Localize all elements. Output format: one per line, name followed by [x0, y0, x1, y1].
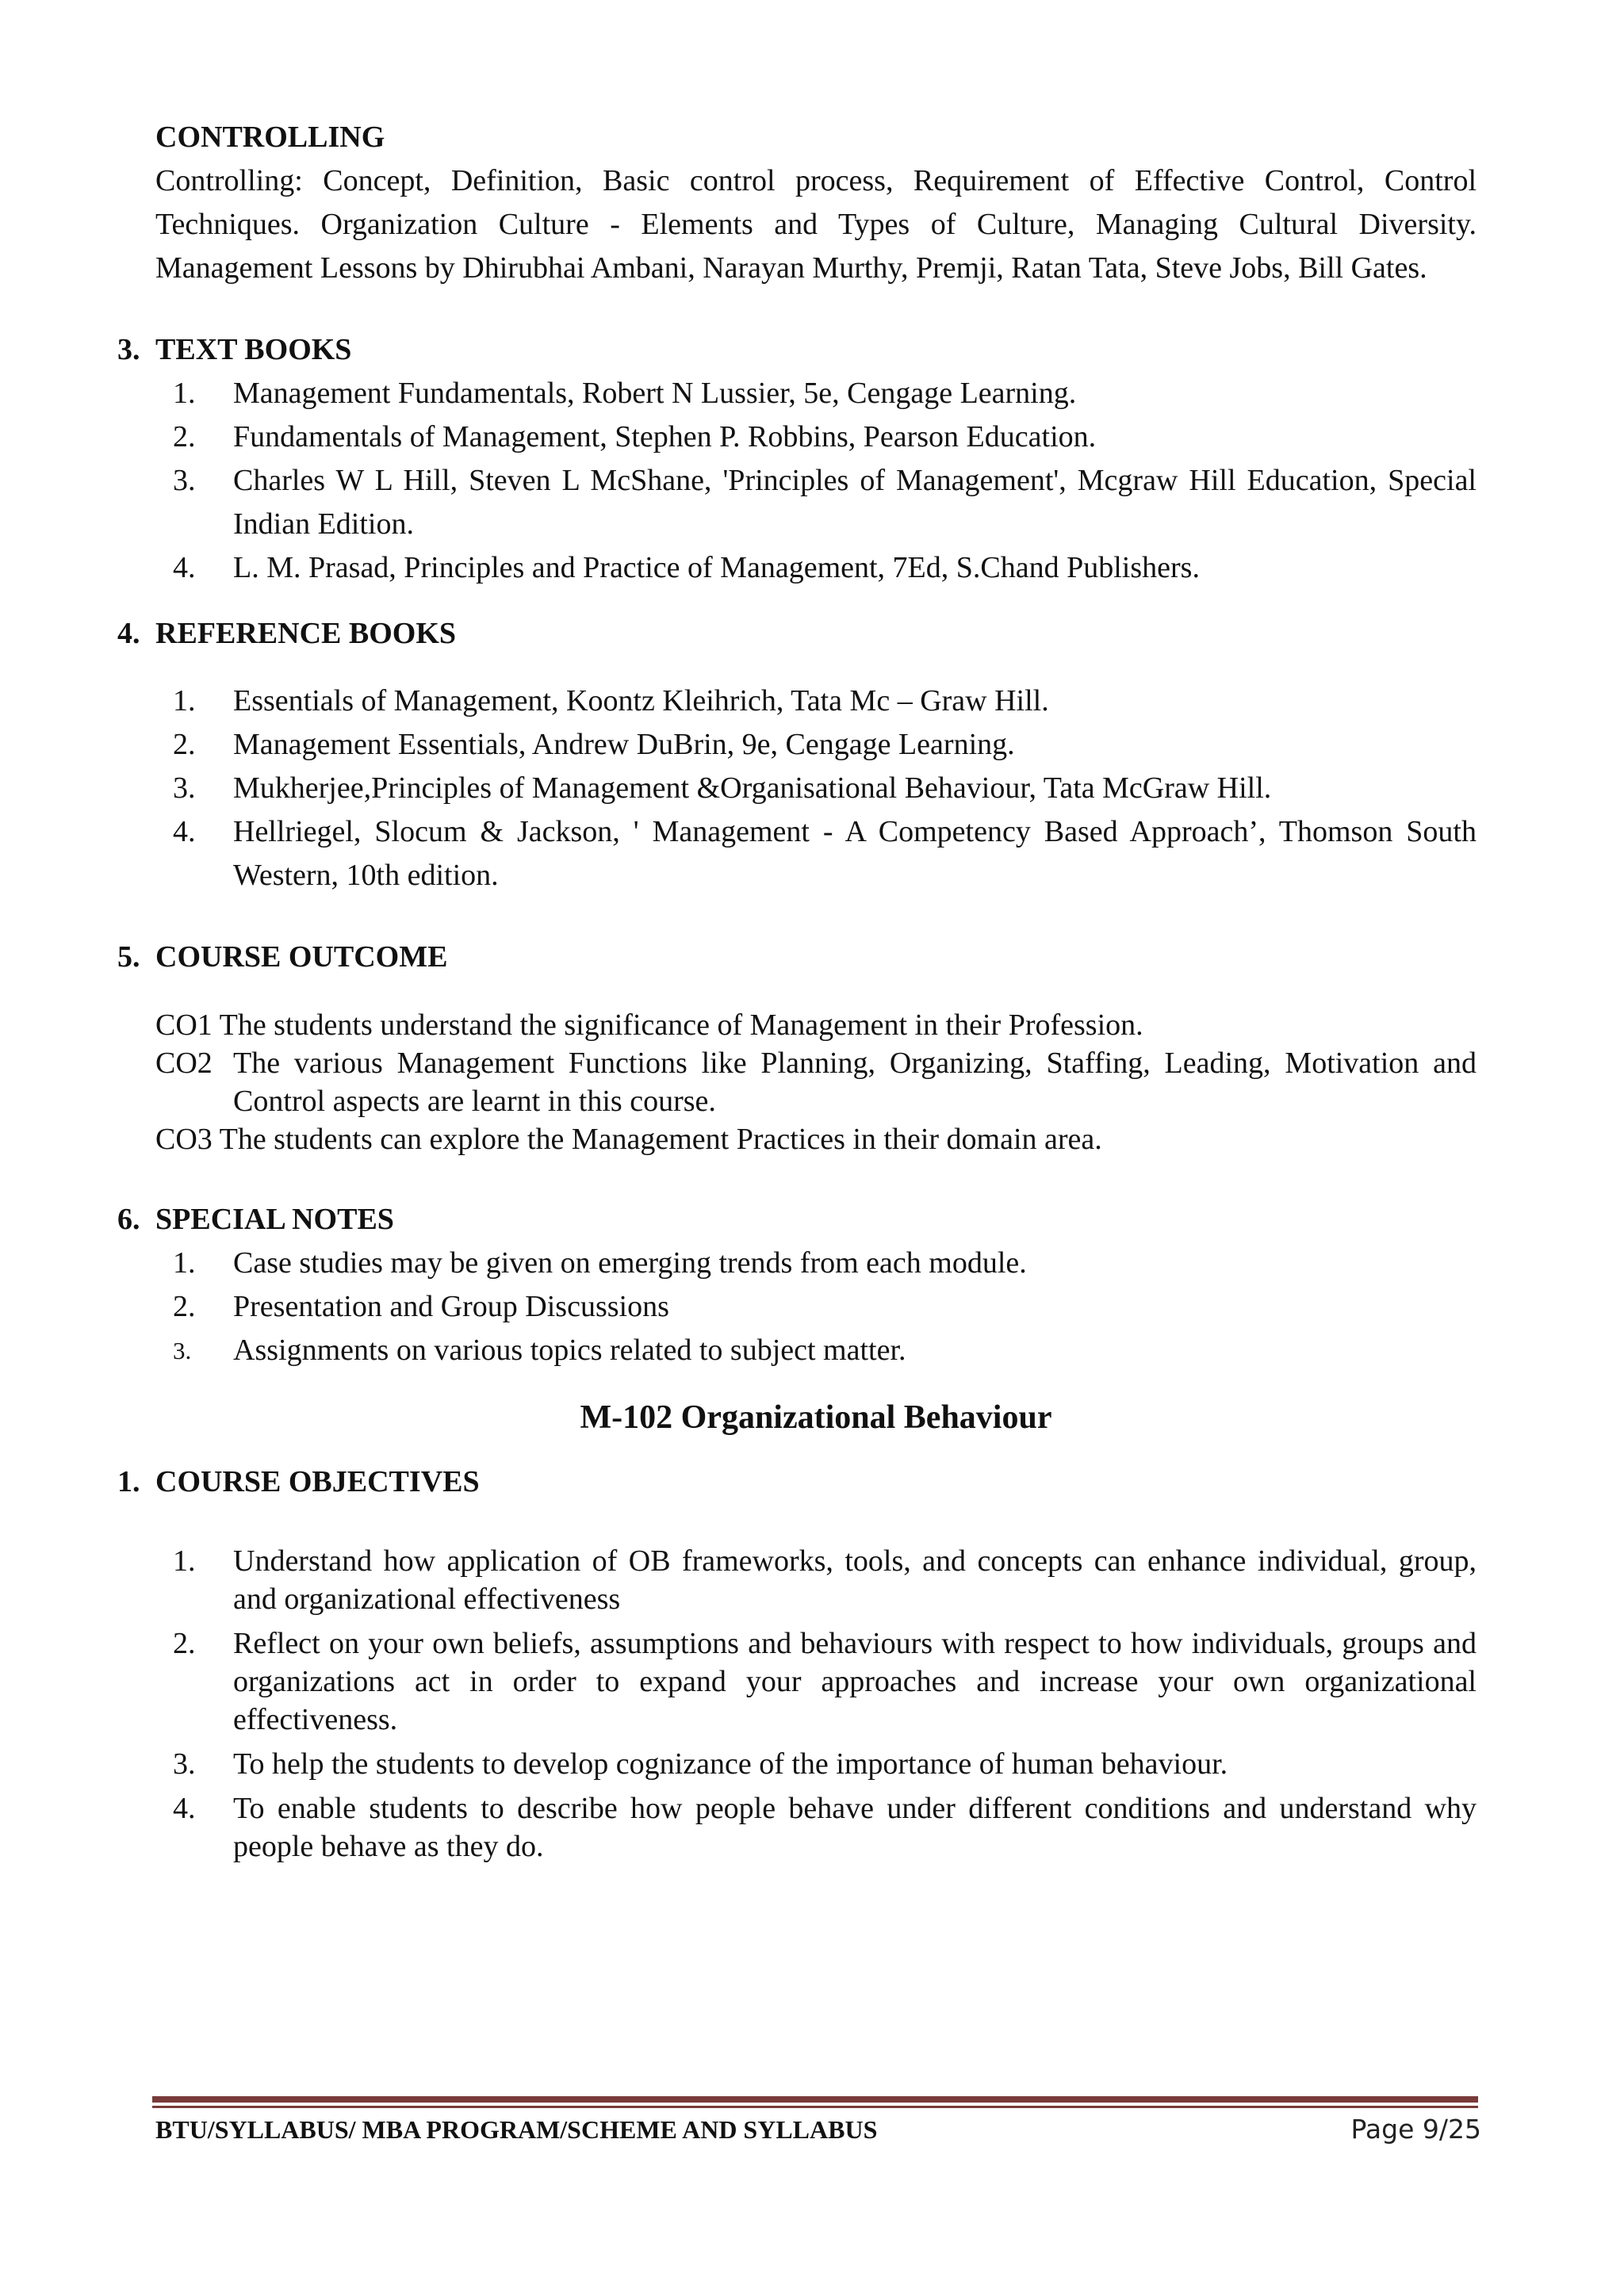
section-title: REFERENCE BOOKS [155, 617, 457, 650]
list-item: 4. L. M. Prasad, Principles and Practice of Management, 7Ed, S.Chand Publishers. [173, 551, 1200, 584]
list-item: 1. Essentials of Management, Koontz Kleihrich, Tata Mc – Graw Hill. [173, 684, 1049, 718]
list-item: 2. Fundamentals of Management, Stephen P. Robbins, Pearson Education. [173, 420, 1097, 453]
course-outcome-heading [117, 936, 1477, 979]
reference-books-heading [117, 612, 1477, 656]
outcome-co2: CO2 The various Management Functions like Planning, Organizing, Staffing, Leading, Motivation and Control aspects are learnt in this course. [155, 1047, 1477, 1118]
list-item: 1. Case studies may be given on emerging trends from each module. [173, 1246, 1027, 1280]
text-books-heading [117, 328, 1477, 372]
footer-page-number: Page 9/25 [1350, 2114, 1481, 2145]
special-notes-list [155, 1242, 1477, 1372]
section-title: TEXT BOOKS [155, 333, 352, 366]
list-item: 2. Management Essentials, Andrew DuBrin, 9e, Cengage Learning. [173, 728, 1015, 761]
outcome-co3: CO3 The students can explore the Management Practices in their domain area. [155, 1123, 1102, 1156]
special-notes-heading [117, 1198, 1477, 1242]
list-item: 2. Reflect on your own beliefs, assumptions and behaviours with respect to how individuals, groups and organizations act in order to expand your approaches and increase your own organizational effectiveness. [173, 1627, 1477, 1736]
controlling-body: Controlling: Concept, Definition, Basic control process, Requirement of Effective Control, Control Techniques. Organization Culture - Elements and Types of Culture, Managing Cultural Diversity. Management Lessons by Dhirubhai Ambani, Narayan Murthy, Premji, Ratan Tata, Steve Jobs, Bill Gates. [155, 164, 1477, 285]
list-item: 3. Assignments on various topics related to subject matter. [173, 1334, 906, 1367]
section-title: COURSE OUTCOME [155, 940, 448, 974]
section-number: 1. [117, 1465, 140, 1498]
course-outcome-list [155, 1006, 1477, 1158]
section-title: COURSE OBJECTIVES [155, 1465, 480, 1498]
outcome-co1: CO1 The students understand the significance of Management in their Profession. [155, 1008, 1143, 1042]
reference-books-list [155, 679, 1477, 897]
controlling-heading: CONTROLLING [155, 121, 385, 154]
section-title: SPECIAL NOTES [155, 1203, 394, 1236]
list-item: 3. Charles W L Hill, Steven L McShane, 'Principles of Management', Mcgraw Hill Education, Special Indian Edition. [173, 464, 1477, 541]
list-item: 4. Hellriegel, Slocum & Jackson, ' Management - A Competency Based Approach’, Thomson South Western, 10th edition. [173, 815, 1477, 892]
course-title: M-102 Organizational Behaviour [580, 1399, 1052, 1436]
footer-divider-thin [152, 2106, 1478, 2108]
list-item: 1. Understand how application of OB frameworks, tools, and concepts can enhance individual, group, and organizational effectiveness [173, 1544, 1477, 1616]
footer-document-path: BTU/SYLLABUS/ MBA PROGRAM/SCHEME AND SYLLABUS [155, 2115, 878, 2144]
list-item: 4. To enable students to describe how people behave under different conditions and understand why people behave as they do. [173, 1792, 1477, 1863]
section-number: 5. [117, 940, 140, 974]
section-number: 6. [117, 1203, 140, 1236]
section-number: 4. [117, 617, 140, 650]
page-content [117, 116, 1477, 1872]
list-item: 1. Management Fundamentals, Robert N Lussier, 5e, Cengage Learning. [173, 377, 1077, 410]
footer-divider [152, 2096, 1478, 2103]
course-objectives-heading [117, 1460, 1477, 1504]
list-item: 3. Mukherjee,Principles of Management &Organisational Behaviour, Tata McGraw Hill. [173, 771, 1272, 805]
text-books-list [155, 372, 1477, 590]
course-objectives-list [155, 1542, 1477, 1866]
section-number: 3. [117, 333, 140, 366]
list-item: 2. Presentation and Group Discussions [173, 1290, 669, 1323]
list-item: 3. To help the students to develop cognizance of the importance of human behaviour. [173, 1747, 1228, 1781]
